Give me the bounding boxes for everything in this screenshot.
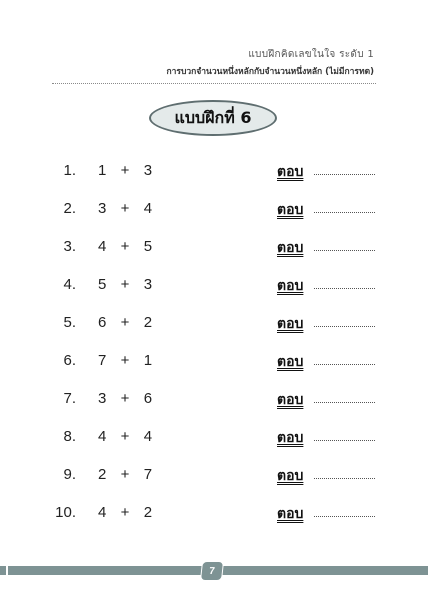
answer-label: ตอบ xyxy=(277,240,304,256)
header-series: แบบฝึกคิดเลขในใจ ระดับ 1 xyxy=(248,49,374,60)
answer-blank[interactable] xyxy=(314,516,375,517)
problem-number: 5. xyxy=(63,314,76,331)
problem-row xyxy=(0,380,428,418)
dotted-divider xyxy=(52,83,376,84)
answer-blank[interactable] xyxy=(314,440,375,441)
problem-expression: 2 + 7 xyxy=(98,466,153,483)
answer-label: ตอบ xyxy=(277,164,304,180)
answer-label: ตอบ xyxy=(277,278,304,294)
problem-number: 7. xyxy=(63,390,76,407)
exercise-title: แบบฝึกที่ 6 xyxy=(174,107,252,127)
answer-blank[interactable] xyxy=(314,174,375,175)
problem-list xyxy=(0,152,428,532)
answer-blank[interactable] xyxy=(314,364,375,365)
exercise-title-pill xyxy=(149,100,277,136)
answer-blank[interactable] xyxy=(314,402,375,403)
answer-blank[interactable] xyxy=(314,212,375,213)
footer-notch xyxy=(6,566,8,575)
answer-label: ตอบ xyxy=(277,202,304,218)
problem-row xyxy=(0,152,428,190)
page-number: 7 xyxy=(208,565,216,577)
answer-label: ตอบ xyxy=(277,468,304,484)
answer-label: ตอบ xyxy=(277,354,304,370)
problem-expression: 4 + 5 xyxy=(98,238,153,255)
problem-expression: 1 + 3 xyxy=(98,162,153,179)
problem-row xyxy=(0,456,428,494)
problem-row xyxy=(0,304,428,342)
problem-expression: 4 + 4 xyxy=(98,428,153,445)
problem-number: 9. xyxy=(63,466,76,483)
problem-row xyxy=(0,494,428,532)
problem-number: 2. xyxy=(63,200,76,217)
answer-label: ตอบ xyxy=(277,392,304,408)
answer-label: ตอบ xyxy=(277,430,304,446)
answer-label: ตอบ xyxy=(277,316,304,332)
problem-expression: 5 + 3 xyxy=(98,276,153,293)
problem-number: 3. xyxy=(63,238,76,255)
problem-number: 10. xyxy=(55,504,76,521)
answer-label: ตอบ xyxy=(277,506,304,522)
page-number-badge xyxy=(200,561,224,581)
problem-row xyxy=(0,342,428,380)
problem-row xyxy=(0,418,428,456)
problem-number: 6. xyxy=(63,352,76,369)
problem-expression: 3 + 4 xyxy=(98,200,153,217)
problem-row xyxy=(0,190,428,228)
problem-expression: 7 + 1 xyxy=(98,352,153,369)
answer-blank[interactable] xyxy=(314,288,375,289)
problem-number: 8. xyxy=(63,428,76,445)
problem-expression: 6 + 2 xyxy=(98,314,153,331)
answer-blank[interactable] xyxy=(314,250,375,251)
problem-number: 4. xyxy=(63,276,76,293)
answer-blank[interactable] xyxy=(314,326,375,327)
answer-blank[interactable] xyxy=(314,478,375,479)
problem-expression: 3 + 6 xyxy=(98,390,153,407)
problem-row xyxy=(0,266,428,304)
problem-expression: 4 + 2 xyxy=(98,504,153,521)
header-topic: การบวกจำนวนหนึ่งหลักกับจำนวนหนึ่งหลัก (ไม่มีการทด) xyxy=(166,67,374,77)
problem-number: 1. xyxy=(63,162,76,179)
problem-row xyxy=(0,228,428,266)
